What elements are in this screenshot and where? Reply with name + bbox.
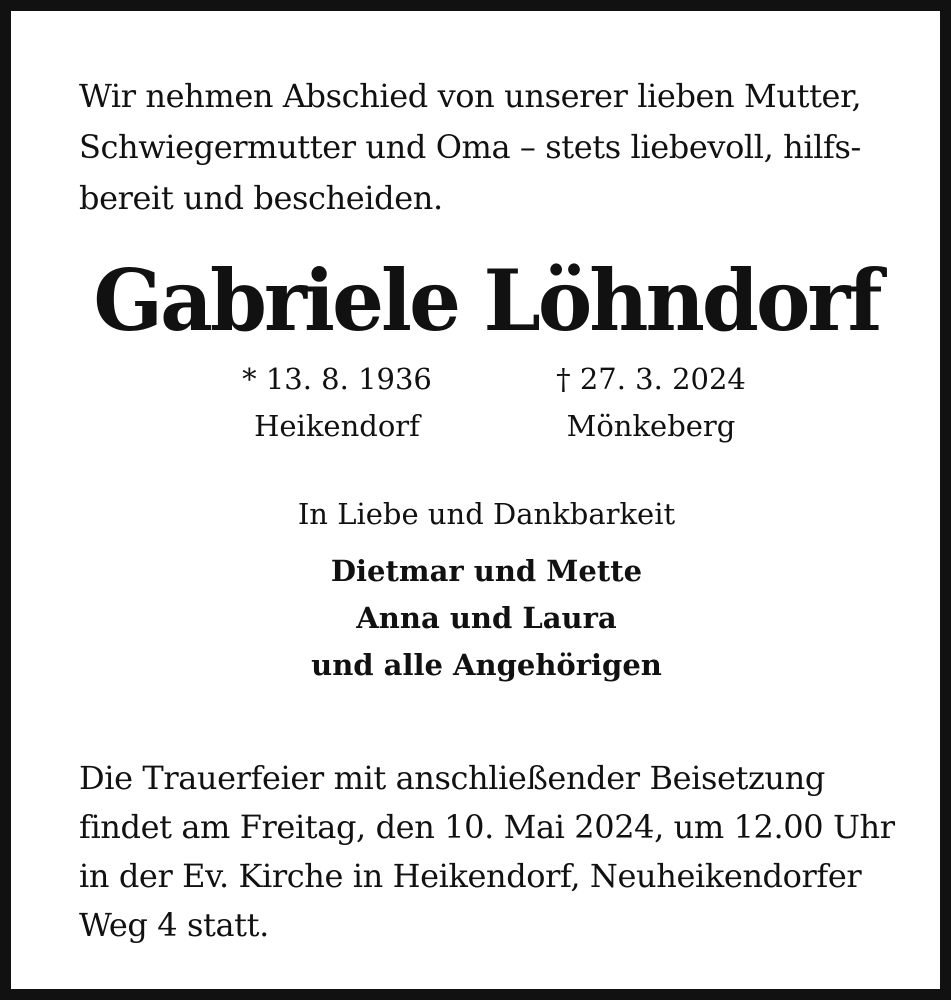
birth-info [177, 356, 497, 450]
service-line: findet am Freitag, den 10. Mai 2024, um 12.00 Uhr [79, 808, 895, 846]
service-line: Die Trauerfeier mit anschließender Beisetzung [79, 759, 825, 797]
birth-date: * 13. 8. 1936 [242, 362, 432, 396]
death-date: † 27. 3. 2024 [556, 362, 746, 396]
death-place: Mönkeberg [566, 409, 736, 443]
service-info [79, 754, 909, 950]
intro-line: Wir nehmen Abschied von unserer lieben Mutter, [79, 77, 862, 115]
service-line: Weg 4 statt. [79, 906, 269, 944]
birth-place: Heikendorf [254, 409, 420, 443]
intro-text [79, 71, 909, 224]
mourners-list [11, 548, 951, 689]
mourner-line: und alle Angehörigen [311, 648, 662, 682]
mourner-line: Anna und Laura [356, 601, 617, 635]
deceased-name: Gabriele Löhndorf [93, 251, 880, 350]
mourner-line: Dietmar und Mette [330, 554, 643, 588]
intro-line: Schwiegermutter und Oma – stets liebevoll, hilfs- [79, 128, 861, 166]
death-info [491, 356, 811, 450]
intro-line: bereit und bescheiden. [79, 179, 443, 217]
service-line: in der Ev. Kirche in Heikendorf, Neuheikendorfer [79, 857, 862, 895]
thanks-line: In Liebe und Dankbarkeit [297, 497, 676, 531]
